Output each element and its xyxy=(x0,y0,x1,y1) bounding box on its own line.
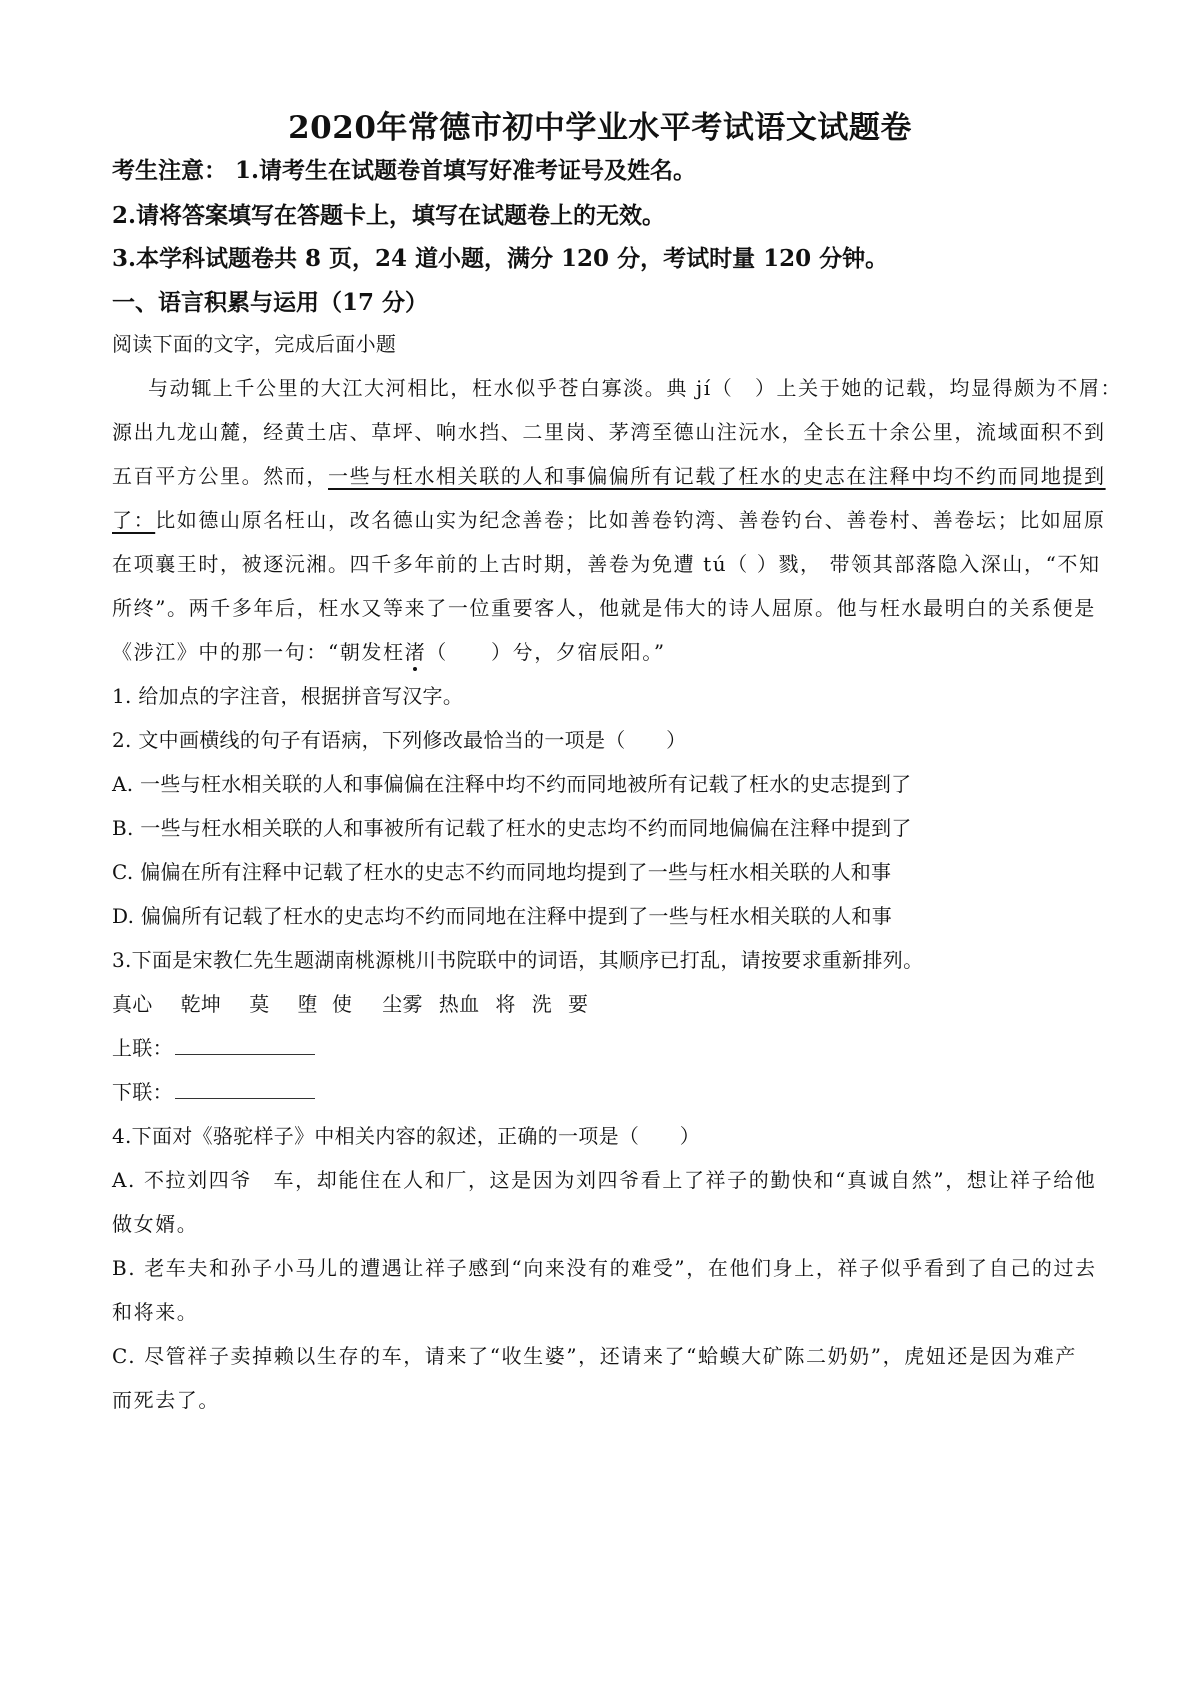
couplet-word: 堕 xyxy=(297,992,318,1016)
question-4-option-b-line-2: 和将来。 xyxy=(112,1300,199,1324)
notice-item-2: 2.请将答案填写在答题卡上，填写在试题卷上的无效。 xyxy=(112,202,666,229)
couplet-word: 热血 xyxy=(438,992,480,1016)
couplet-word-list xyxy=(112,988,588,1017)
question-4-option-c-line-1: C. 尽管祥子卖掉赖以生存的车，请来了“收生婆”，还请来了“蛤蟆大矿陈二奶奶”，虎妞还是因为难产 xyxy=(112,1344,1078,1368)
question-4-option-c-line-2: 而死去了。 xyxy=(112,1388,220,1412)
passage-line-4-rest: 比如德山原名枉山，改名德山实为纪念善卷；比如善卷钓湾、善卷钓台、善卷村、善卷坛；比如屈原 xyxy=(155,508,1106,532)
lower-couplet-blank[interactable] xyxy=(175,1094,315,1099)
passage-line-2: 源出九龙山麓，经黄土店、草坪、响水挡、二里岗、茅湾至德山注沅水，全长五十余公里，流域面积不到 xyxy=(112,420,1106,444)
couplet-word: 使 xyxy=(331,992,353,1016)
couplet-word: 乾坤 xyxy=(180,992,222,1016)
question-2-option-a: A. 一些与枉水相关联的人和事偏偏在注释中均不约而同地被所有记载了枉水的史志提到了 xyxy=(112,772,912,796)
passage-line-1: 与动辄上千公里的大江大河相比，枉水似乎苍白寡淡。典 jí（ ）上关于她的记载，均显得颇为不屑： xyxy=(148,376,1123,400)
dotted-character: 渚 xyxy=(404,640,427,664)
couplet-word: 洗 xyxy=(531,992,552,1016)
passage-line-7-end: （ ）兮，夕宿辰阳。” xyxy=(426,640,666,664)
couplet-word: 真心 xyxy=(112,992,153,1016)
couplet-word: 要 xyxy=(568,992,589,1016)
lower-couplet-label: 下联： xyxy=(112,1080,173,1104)
question-2-option-b: B. 一些与枉水相关联的人和事被所有记载了枉水的史志均不约而同地偏偏在注释中提到了 xyxy=(112,816,912,840)
exam-title: 2020年常德市初中学业水平考试语文试题卷 xyxy=(288,110,912,146)
question-3-stem: 3.下面是宋教仁先生题湖南桃源桃川书院联中的词语，其顺序已打乱，请按要求重新排列。 xyxy=(112,948,924,972)
passage-line-6: 所终”。两千多年后，枉水又等来了一位重要客人，他就是伟大的诗人屈原。他与枉水最明白的关系便是 xyxy=(112,596,1096,620)
underlined-sentence-part-2: 了： xyxy=(112,508,156,532)
passage-line-3-start: 五百平方公里。然而， xyxy=(112,464,328,488)
upper-couplet-blank[interactable] xyxy=(175,1050,315,1055)
question-4-option-b-line-1: B. 老车夫和孙子小马儿的遭遇让祥子感到“向来没有的难受”，在他们身上，祥子似乎看到了自己的过去 xyxy=(112,1256,1097,1280)
couplet-word: 莫 xyxy=(249,992,270,1016)
question-2-option-d: D. 偏偏所有记载了枉水的史志均不约而同地在注释中提到了一些与枉水相关联的人和事 xyxy=(112,904,893,928)
upper-couplet-label: 上联： xyxy=(112,1036,173,1060)
lower-couplet-row xyxy=(112,1076,315,1105)
notice-line-1 xyxy=(112,152,696,185)
passage-line-7-start: 《涉江》中的那一句：“朝发枉 xyxy=(112,640,405,664)
notice-item-3: 3.本学科试题卷共 8 页，24 道小题，满分 120 分，考试时量 120 分钟。 xyxy=(112,245,889,272)
section-heading: 一、语言积累与运用（17 分） xyxy=(112,289,429,316)
passage-line-3 xyxy=(112,460,1106,489)
question-4-option-a-line-2: 做女婿。 xyxy=(112,1212,199,1236)
upper-couplet-row xyxy=(112,1032,315,1061)
passage-line-5: 在项襄王时，被逐沅湘。四千多年前的上古时期，善卷为免遭 tú（ ）戮， 带领其部落隐入深山，“不知 xyxy=(112,552,1101,576)
underlined-sentence-part-1: 一些与枉水相关联的人和事偏偏所有记载了枉水的史志在注释中均不约而同地提到 xyxy=(328,464,1106,488)
question-2-option-c: C. 偏偏在所有注释中记载了枉水的史志不约而同地均提到了一些与枉水相关联的人和事 xyxy=(112,860,892,884)
couplet-word: 尘雾 xyxy=(382,992,423,1016)
passage-line-7 xyxy=(112,636,666,665)
question-4-stem: 4.下面对《骆驼样子》中相关内容的叙述，正确的一项是（ ） xyxy=(112,1124,701,1148)
notice-label: 考生注意： xyxy=(112,157,227,184)
reading-instruction: 阅读下面的文字，完成后面小题 xyxy=(112,332,397,356)
question-4-option-a-line-1: A. 不拉刘四爷 车，却能住在人和厂，这是因为刘四爷看上了祥子的勤快和“真诚自然”，想让祥子给他 xyxy=(112,1168,1097,1192)
notice-item-1: 1.请考生在试题卷首填写好准考证号及姓名。 xyxy=(235,157,697,184)
couplet-word: 将 xyxy=(495,992,516,1016)
question-1: 1. 给加点的字注音，根据拼音写汉字。 xyxy=(112,684,464,708)
passage-line-4 xyxy=(112,504,1106,533)
question-2-stem: 2. 文中画横线的句子有语病，下列修改最恰当的一项是（ ） xyxy=(112,728,687,752)
